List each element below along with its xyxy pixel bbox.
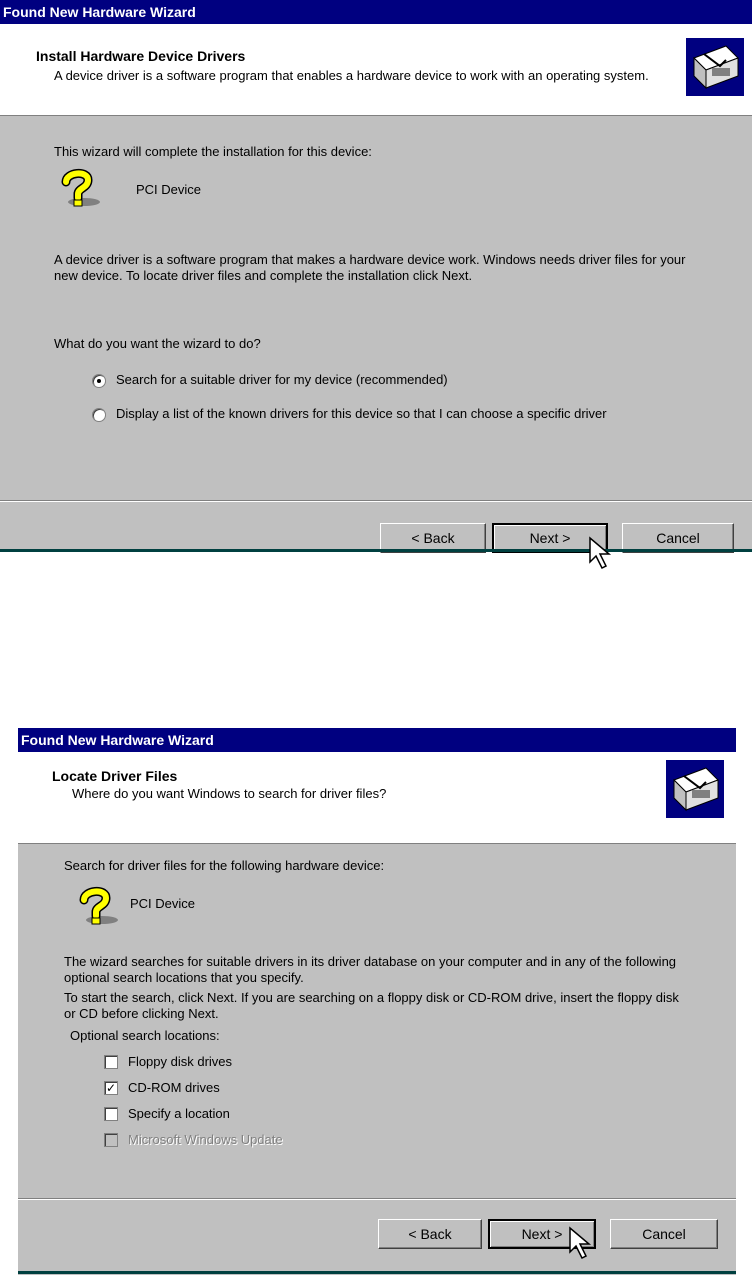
checkbox-cdrom[interactable] <box>104 1080 220 1096</box>
hardware-wizard-icon <box>666 760 724 818</box>
checkbox[interactable]: ✓ <box>105 1081 117 1095</box>
intro-text: This wizard will complete the installation for this device: <box>54 144 372 159</box>
question-text: What do you want the wizard to do? <box>54 336 261 351</box>
cancel-button[interactable]: Cancel <box>622 523 734 553</box>
hardware-wizard-icon <box>686 38 744 96</box>
checkbox-floppy[interactable] <box>104 1054 232 1070</box>
radio-display-list[interactable] <box>92 406 692 422</box>
checkbox <box>104 1133 118 1147</box>
radio-button[interactable] <box>92 374 106 388</box>
description-text-1: The wizard searches for suitable drivers in its driver database on your computer and in any of the following optional search locations that you specify. <box>64 954 677 985</box>
header-subtitle: A device driver is a software program that enables a hardware device to work with an operating system. <box>54 68 649 83</box>
device-name: PCI Device <box>130 896 196 911</box>
separator <box>18 1198 736 1200</box>
radio-button[interactable] <box>92 408 106 422</box>
device-name: PCI Device <box>136 182 202 197</box>
back-button[interactable]: < Back <box>378 1219 482 1249</box>
description-text: A device driver is a software program that makes a hardware device work. Windows needs driver files for your new device. To locate driver files and complete the installation click Next. <box>54 252 686 283</box>
description-text-2: To start the search, click Next. If you are searching on a floppy disk or CD-ROM drive, insert the floppy disk or CD before clicking Next. <box>64 990 679 1021</box>
checkbox-label: Floppy disk drives <box>128 1054 233 1069</box>
checkbox-specify-location[interactable] <box>104 1106 230 1122</box>
next-button[interactable]: Next > <box>488 1219 596 1249</box>
cancel-button[interactable]: Cancel <box>610 1219 718 1249</box>
title-bar: Found New Hardware Wizard <box>18 728 736 752</box>
window-bottom-edge <box>0 549 752 552</box>
mouse-cursor-icon <box>568 1226 594 1260</box>
checkbox-label: Microsoft Windows Update <box>128 1132 283 1147</box>
checkbox[interactable] <box>104 1055 118 1069</box>
wizard-window-install-drivers <box>0 0 752 552</box>
locations-label: Optional search locations: <box>70 1028 220 1043</box>
window-bottom-edge <box>18 1271 736 1274</box>
checkbox-label: Specify a location <box>128 1106 230 1121</box>
header-subtitle: Where do you want Windows to search for driver files? <box>72 786 387 801</box>
intro-text: Search for driver files for the following hardware device: <box>64 858 385 873</box>
wizard-header <box>0 24 752 116</box>
separator <box>0 500 752 502</box>
radio-search-driver[interactable] <box>92 372 448 388</box>
wizard-window-locate-files <box>18 728 736 1275</box>
header-title: Locate Driver Files <box>52 768 178 784</box>
header-title: Install Hardware Device Drivers <box>36 48 246 64</box>
question-mark-icon <box>58 168 104 210</box>
checkbox-label: CD-ROM drives <box>128 1080 220 1095</box>
mouse-cursor-icon <box>588 536 614 570</box>
checkbox[interactable] <box>104 1107 118 1121</box>
question-mark-icon <box>76 886 122 928</box>
radio-label: Search for a suitable driver for my device (recommended) <box>116 372 448 387</box>
radio-label: Display a list of the known drivers for this device so that I can choose a specific driver <box>116 406 607 421</box>
next-button[interactable]: Next > <box>492 523 608 553</box>
back-button[interactable]: < Back <box>380 523 486 553</box>
wizard-header <box>18 752 736 844</box>
title-bar: Found New Hardware Wizard <box>0 0 752 24</box>
checkbox-windows-update <box>104 1132 283 1148</box>
